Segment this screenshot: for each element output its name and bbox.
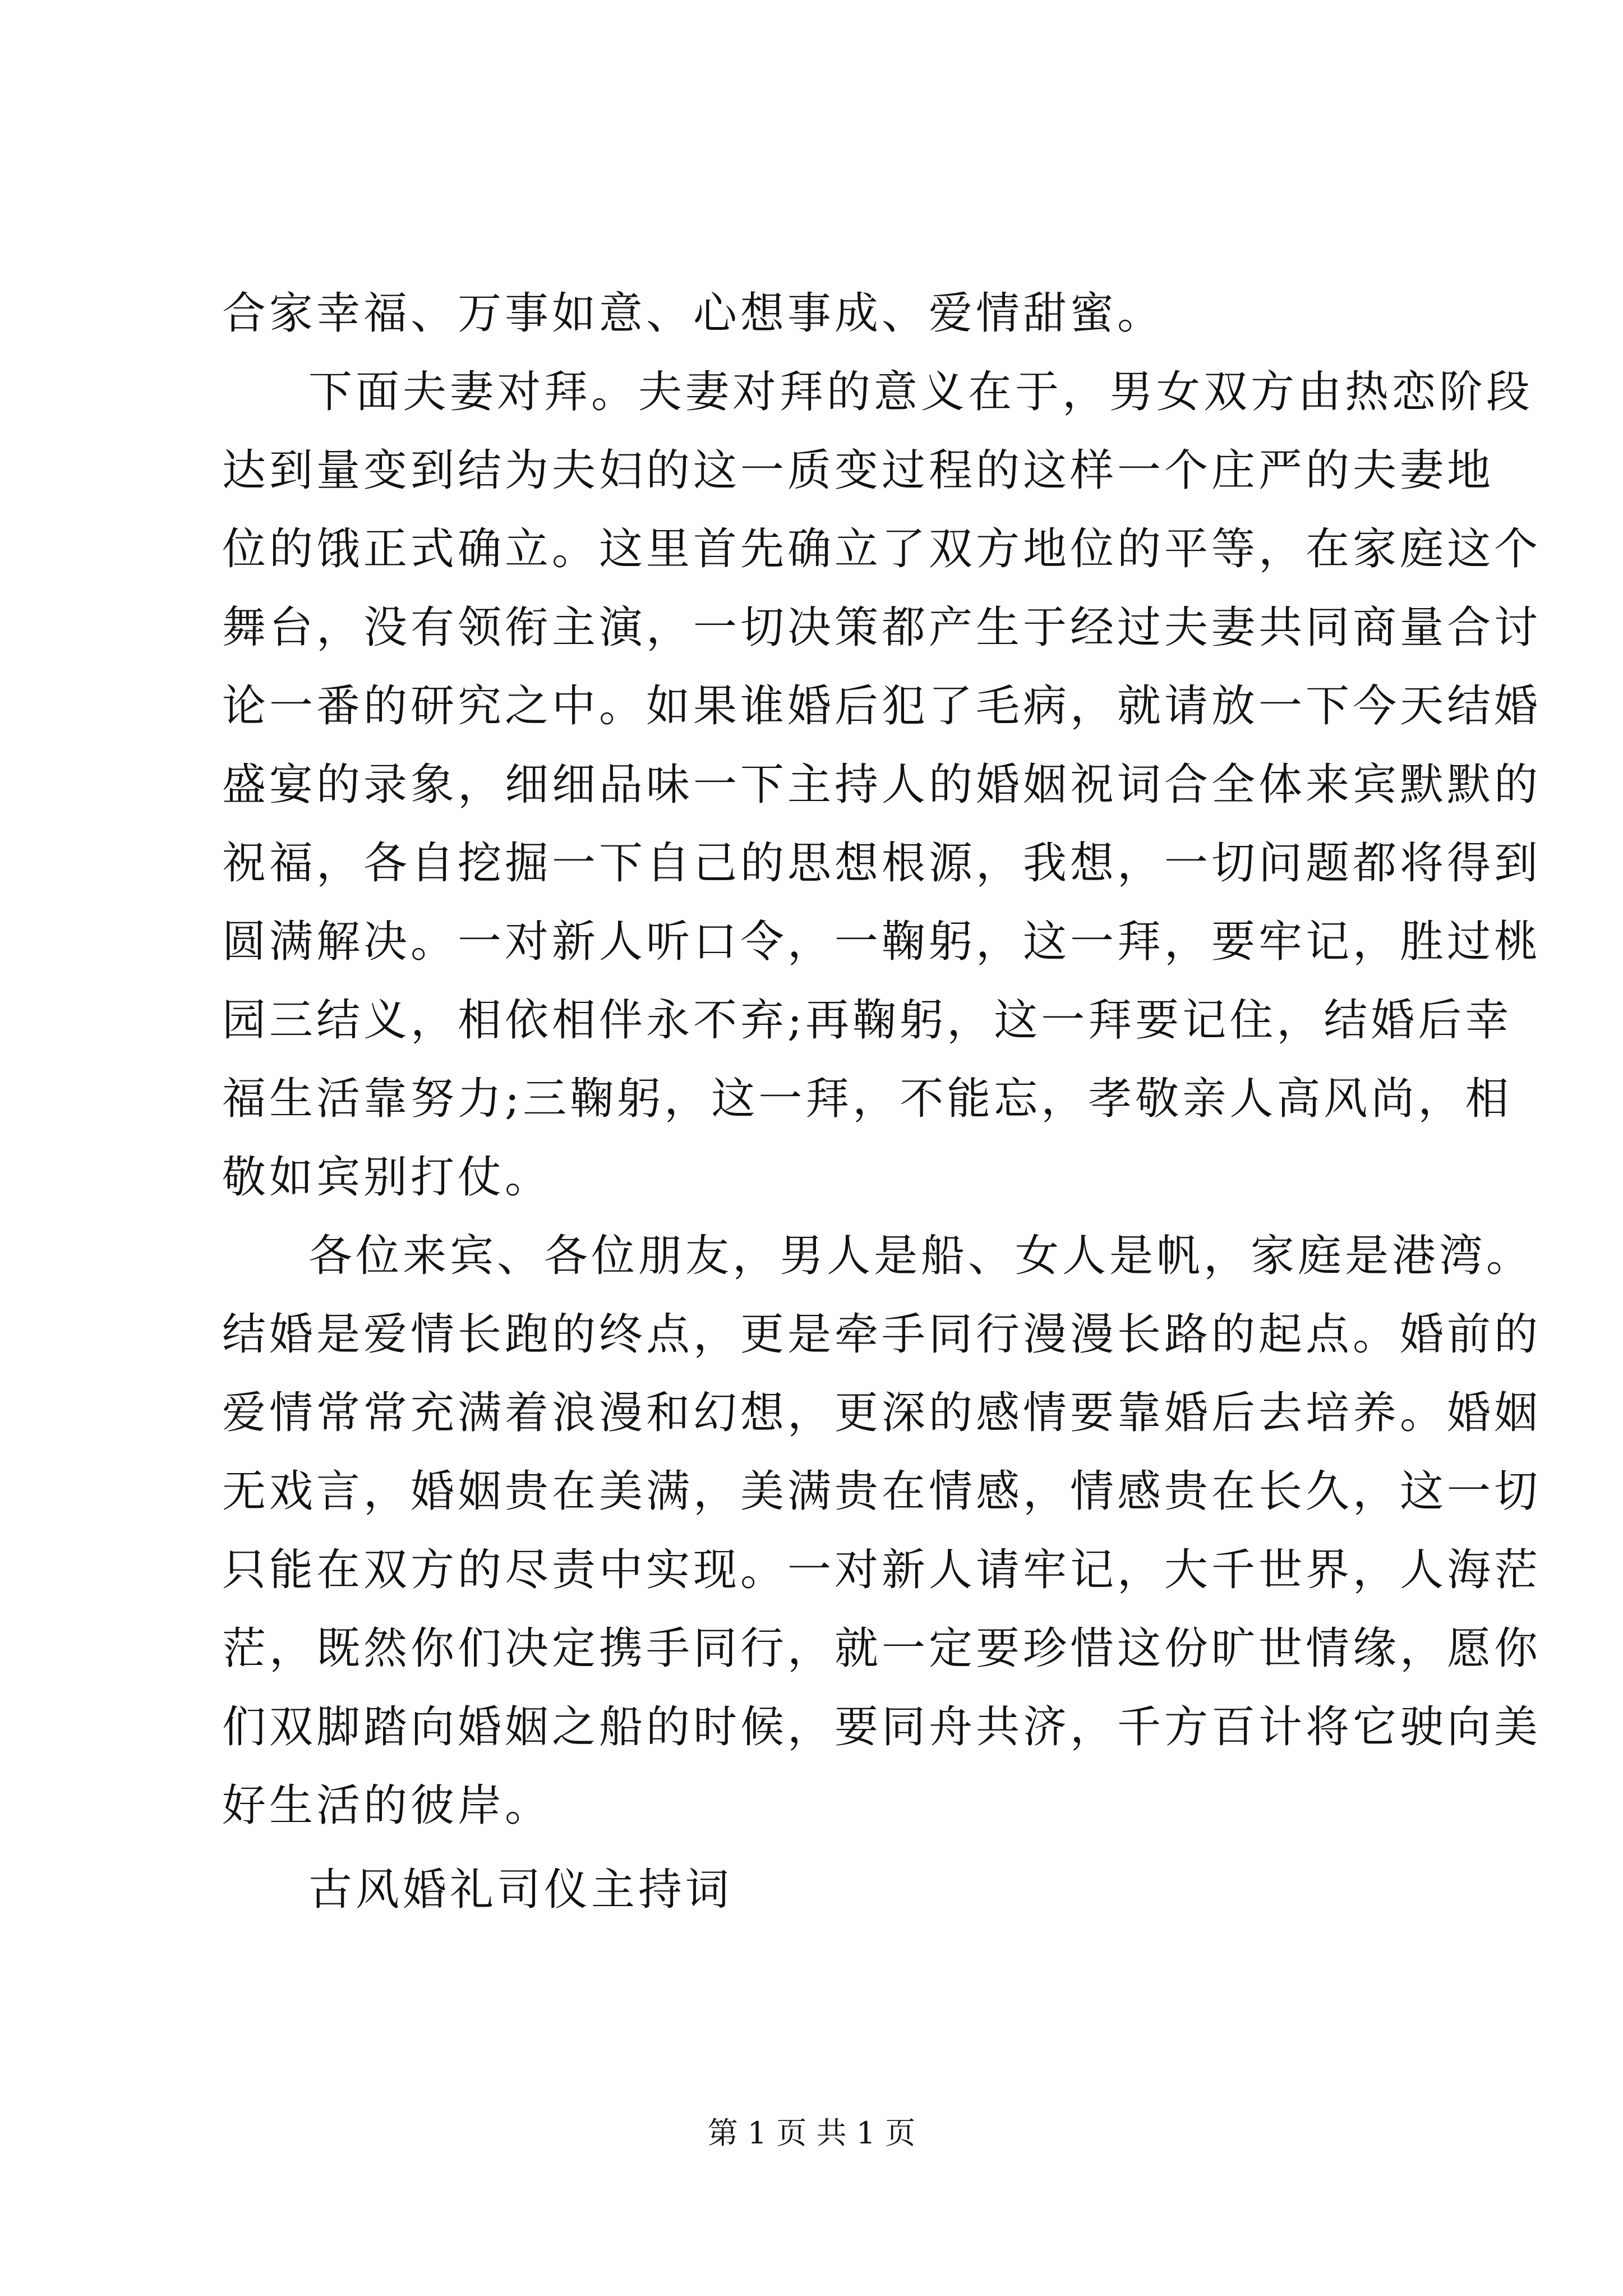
- text-line: 论一番的研究之中。如果谁婚后犯了毛病，就请放一下今天结婚: [222, 681, 1542, 731]
- text-line: 无戏言，婚姻贵在美满，美满贵在情感，情感贵在长久，这一切: [222, 1466, 1542, 1517]
- text-line: 盛宴的录象，细细品味一下主持人的婚姻祝词合全体来宾默默的: [222, 760, 1542, 810]
- text-line: 敬如宾别打仗。: [222, 1152, 552, 1203]
- text-line: 合家幸福、万事如意、心想事成、爱情甜蜜。: [222, 288, 1165, 339]
- text-line: 位的饿正式确立。这里首先确立了双方地位的平等，在家庭这个: [222, 524, 1542, 574]
- page-number: 第 1 页 共 1 页: [707, 2115, 916, 2151]
- text-line: 祝福，各自挖掘一下自己的思想根源，我想，一切问题都将得到: [222, 838, 1542, 889]
- text-line: 好生活的彼岸。: [222, 1780, 552, 1831]
- text-line: 下面夫妻对拜。夫妻对拜的意义在于，男女双方由热恋阶段: [308, 367, 1534, 417]
- text-line: 圆满解决。一对新人听口令，一鞠躬，这一拜，要牢记，胜过桃: [222, 917, 1542, 967]
- text-line: 爱情常常充满着浪漫和幻想，更深的感情要靠婚后去培养。婚姻: [222, 1388, 1542, 1438]
- text-line: 达到量变到结为夫妇的这一质变过程的这样一个庄严的夫妻地: [222, 445, 1495, 496]
- text-line: 只能在双方的尽责中实现。一对新人请牢记，大千世界，人海茫: [222, 1545, 1542, 1595]
- text-line: 福生活靠努力;三鞠躬，这一拜，不能忘，孝敬亲人高风尚，相: [222, 1074, 1513, 1124]
- text-line: 舞台，没有领衔主演，一切决策都产生于经过夫妻共同商量合讨: [222, 602, 1542, 653]
- text-line: 园三结义，相依相伴永不弃;再鞠躬，这一拜要记住，结婚后幸: [222, 995, 1513, 1046]
- text-line: 各位来宾、各位朋友，男人是船、女人是帆，家庭是港湾。: [308, 1231, 1534, 1281]
- text-line: 茫，既然你们决定携手同行，就一定要珍惜这份旷世情缘，愿你: [222, 1623, 1542, 1674]
- text-line: 们双脚踏向婚姻之船的时候，要同舟共济，千方百计将它驶向美: [222, 1702, 1542, 1752]
- text-line: 结婚是爱情长跑的终点，更是牵手同行漫漫长路的起点。婚前的: [222, 1309, 1542, 1360]
- section-title: 古风婚礼司仪主持词: [308, 1865, 733, 1915]
